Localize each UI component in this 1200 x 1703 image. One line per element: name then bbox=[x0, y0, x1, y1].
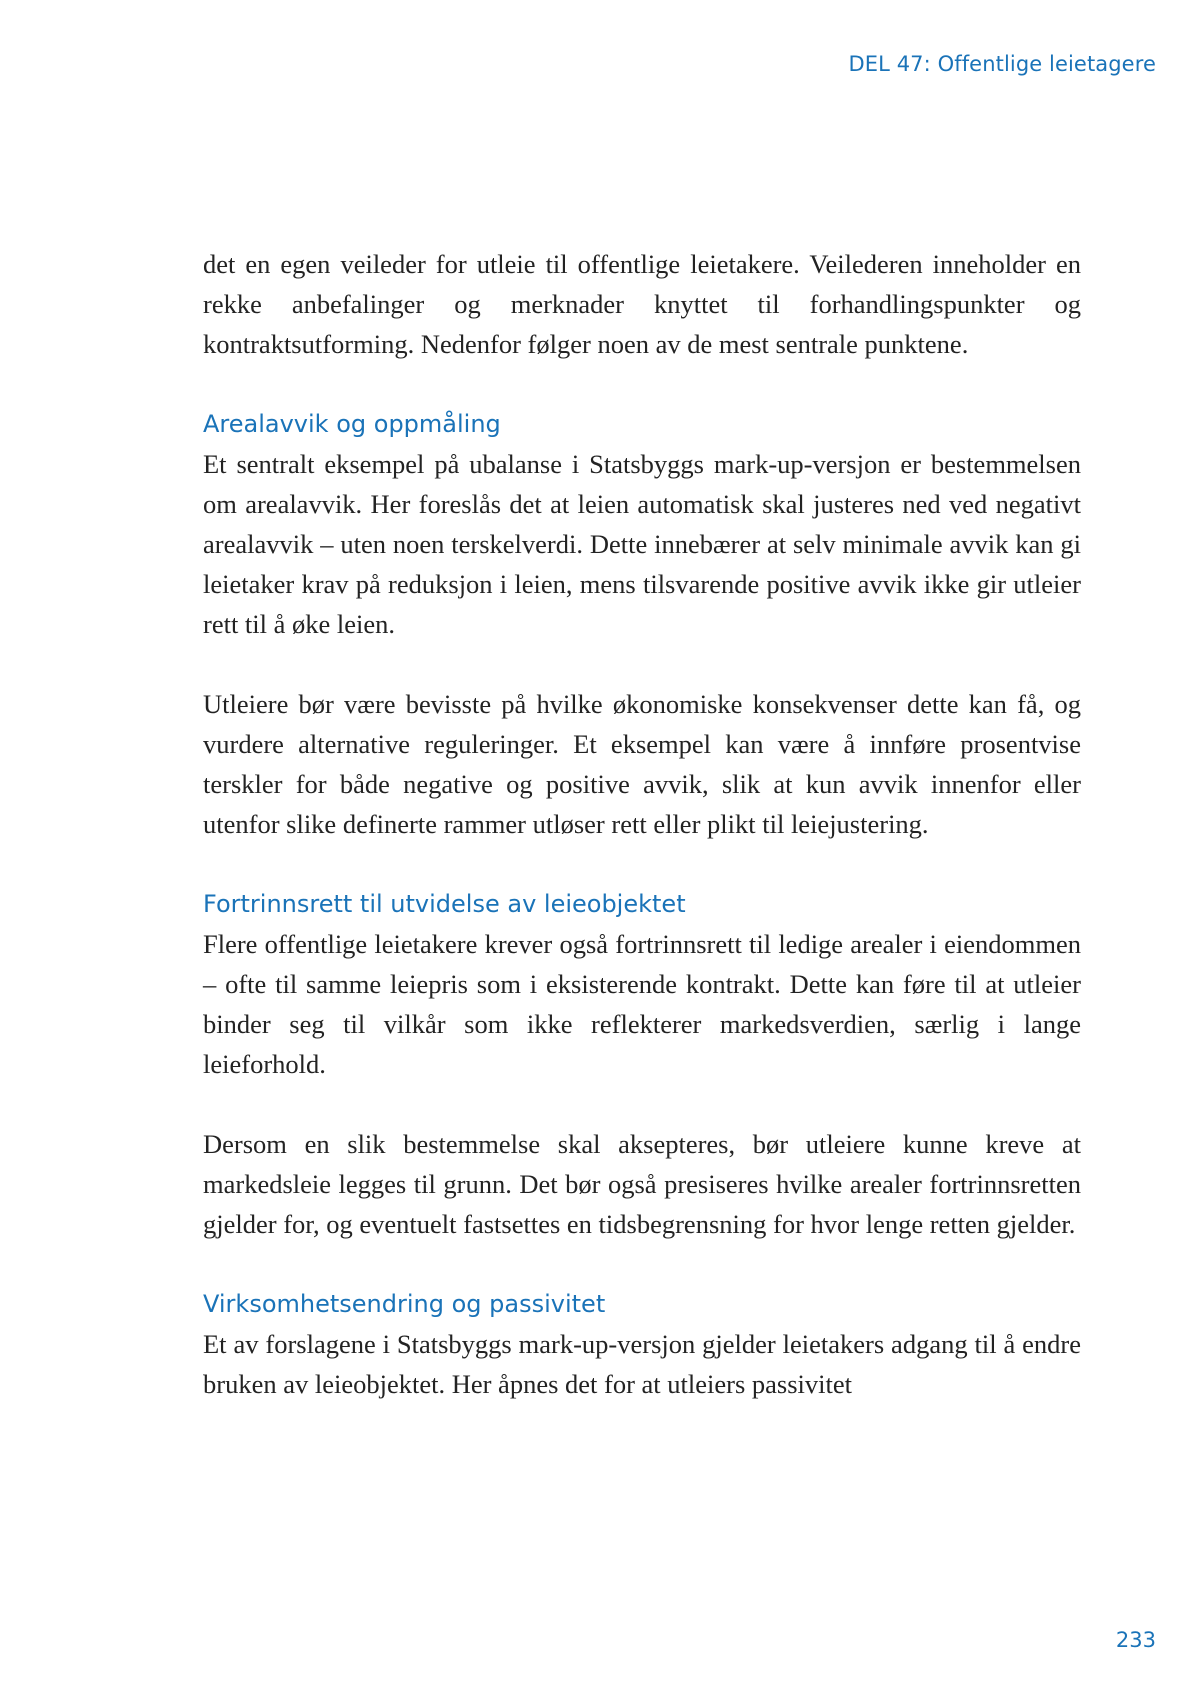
section-heading-virksomhetsendring: Virksomhetsendring og passivitet bbox=[203, 1290, 606, 1318]
page-number: 233 bbox=[1115, 1628, 1156, 1652]
paragraph-virksomhetsendring-1: Et av forslagene i Statsbyggs mark-up-versjon gjelder leietakers adgang til å endre bruken av leieobjektet. Her åpnes det for at utleiers passivitet bbox=[203, 1329, 1081, 1399]
paragraph-arealavvik-1: Et sentralt eksempel på ubalanse i Statsbyggs mark-up-versjon er bestemmelsen om arealavvik. Her foreslås det at leien automatisk skal justeres ned ved negativt arealavvik – uten noen terskelverdi. Dette innebærer at selv minimale avvik kan gi leietaker krav på reduksjon i leien, mens tilsvarende positive avvik ikke gir utleier rett til å øke leien. bbox=[203, 449, 1081, 639]
section-heading-fortrinnsrett: Fortrinnsrett til utvidelse av leieobjektet bbox=[203, 890, 686, 918]
page-body bbox=[203, 244, 1081, 1404]
running-header: DEL 47: Offentlige leietagere bbox=[848, 52, 1156, 76]
paragraph-fortrinnsrett-1: Flere offentlige leietakere krever også fortrinnsrett til ledige arealer i eiendommen – ofte til samme leiepris som i eksisterende kontrakt. Dette kan føre til at utleier binder seg til vilkår som ikke reflekterer markedsverdien, særlig i lange leieforhold. bbox=[203, 929, 1081, 1079]
intro-paragraph: det en egen veileder for utleie til offentlige leietakere. Veilederen inneholder en rekke anbefalinger og merknader knyttet til forhandlingspunkter og kontraktsutforming. Nedenfor følger noen av de mest sentrale punktene. bbox=[203, 249, 1081, 359]
section-heading-arealavvik: Arealavvik og oppmåling bbox=[203, 410, 501, 438]
paragraph-fortrinnsrett-2: Dersom en slik bestemmelse skal aksepteres, bør utleiere kunne kreve at markedsleie legges til grunn. Det bør også presiseres hvilke arealer fortrinnsretten gjelder for, og eventuelt fastsettes en tidsbegrensning for hvor lenge retten gjelder. bbox=[203, 1129, 1081, 1239]
paragraph-arealavvik-2: Utleiere bør være bevisste på hvilke økonomiske konsekvenser dette kan få, og vurdere alternative reguleringer. Et eksempel kan være å innføre prosentvise terskler for både negative og positive avvik, slik at kun avvik innenfor eller utenfor slike definerte rammer utløser rett eller plikt til leiejustering. bbox=[203, 689, 1081, 839]
